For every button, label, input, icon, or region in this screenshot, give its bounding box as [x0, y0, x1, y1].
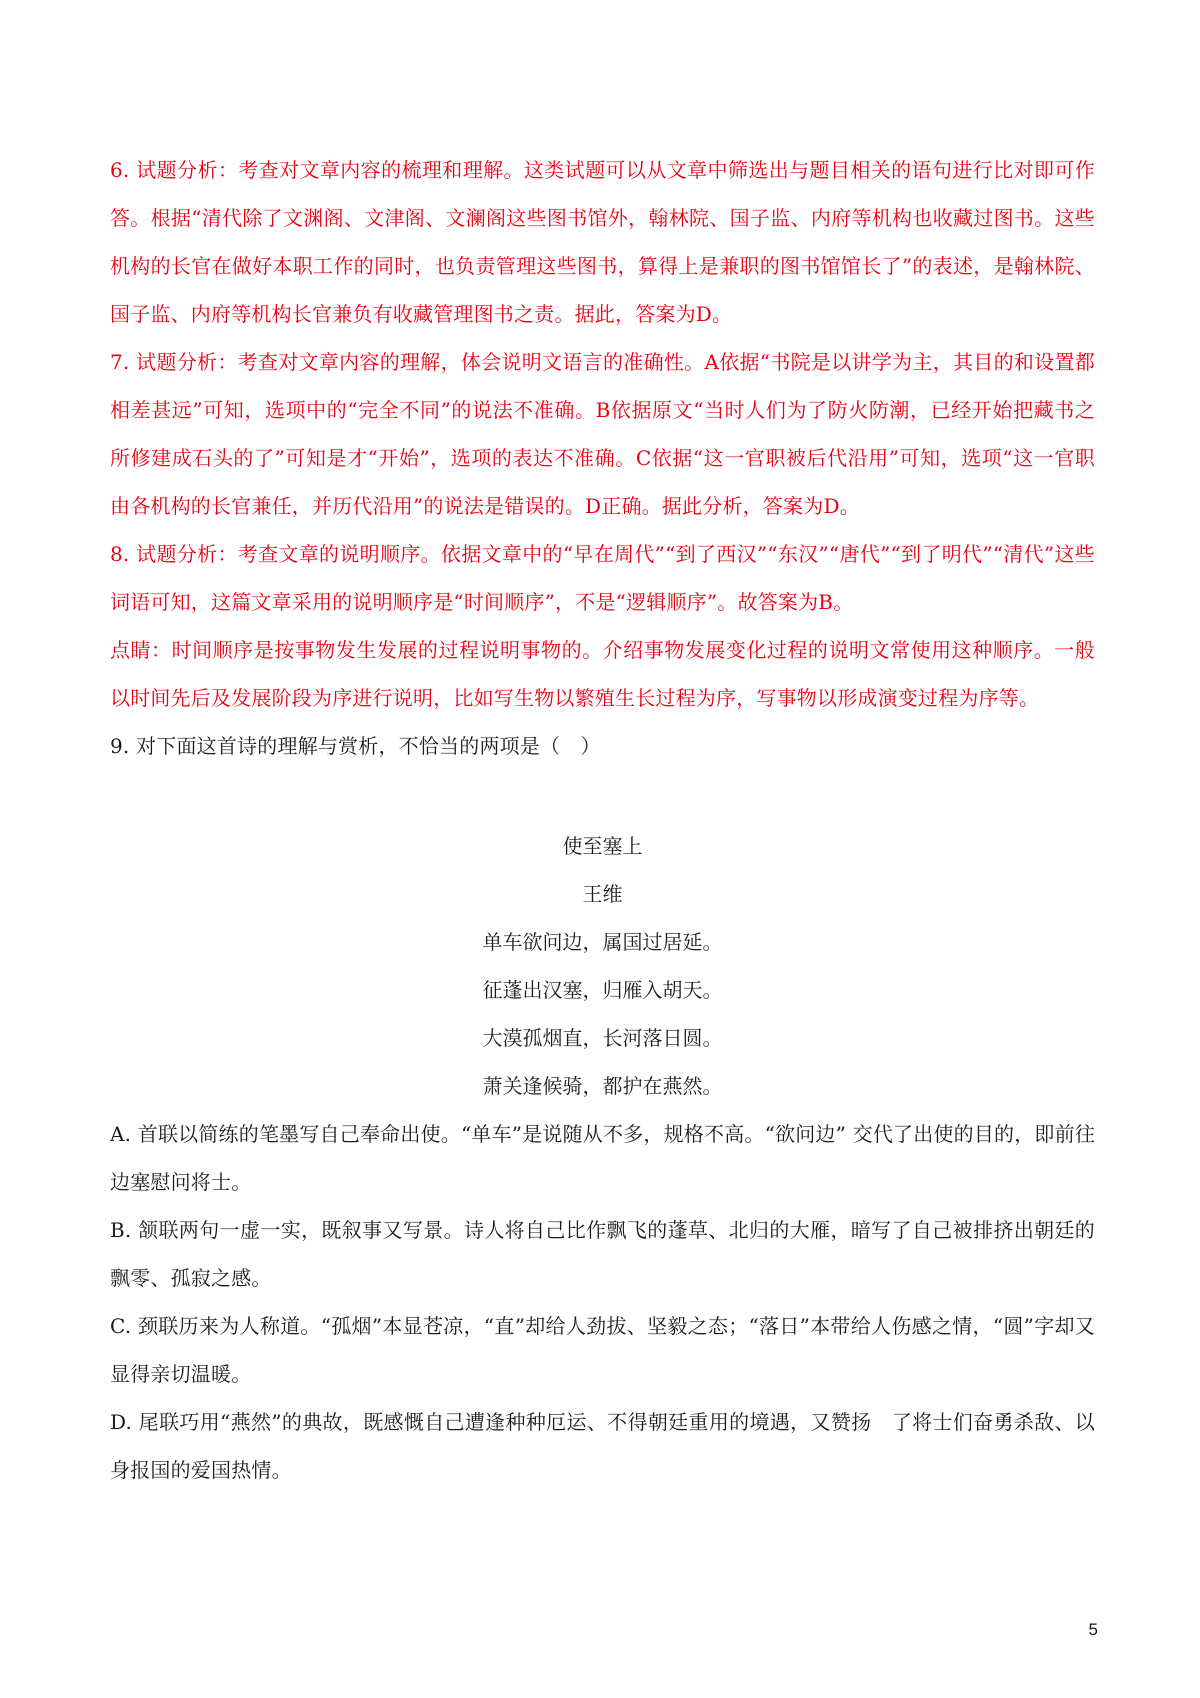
document-page [110, 146, 1095, 1494]
poem-title: 使至塞上 [562, 834, 643, 858]
option-d: D. 尾联巧用“燕然”的典故，既感慨自己遭逢种种厄运、不得朝廷重用的境遇，又赞扬 了将士们奋勇杀敌、以身报国的爱国热情。 [110, 1410, 1095, 1482]
poem-line: 单车欲问边，属国过居延。 [482, 930, 723, 954]
analysis-q8-note: 点睛：时间顺序是按事物发生发展的过程说明事物的。介绍事物发展变化过程的说明文常使用这种顺序。一般以时间先后及发展阶段为序进行说明，比如写生物以繁殖生长过程为序，写事物以形成演变过程为序等。 [110, 638, 1095, 710]
option-c: C. 颈联历来为人称道。“孤烟”本显苍凉，“直”却给人劲拔、坚毅之态；“落日”本带给人伤感之情，“圆”字却又显得亲切温暖。 [110, 1314, 1095, 1386]
poem-line: 大漠孤烟直，长河落日圆。 [482, 1026, 723, 1050]
spacer [110, 770, 1095, 822]
poem-line: 萧关逢候骑，都护在燕然。 [482, 1074, 723, 1098]
option-a: A. 首联以简练的笔墨写自己奉命出使。“单车”是说随从不多，规格不高。“欲问边” 交代了出使的目的，即前往边塞慰问将士。 [110, 1122, 1096, 1194]
question-9-stem: 9. 对下面这首诗的理解与赏析，不恰当的两项是（ ） [110, 734, 601, 758]
analysis-q6: 6. 试题分析：考查对文章内容的梳理和理解。这类试题可以从文章中筛选出与题目相关的语句进行比对即可作答。根据“清代除了文渊阁、文津阁、文澜阁这些图书馆外，翰林院、国子监、内府等机构也收藏过图书。这些机构的长官在做好本职工作的同时，也负责管理这些图书，算得上是兼职的图书馆馆长了”的表述，是翰林院、国子监、内府等机构长官兼负有收藏管理图书之责。据此，答案为D。 [110, 158, 1095, 326]
poem-line: 征蓬出汉塞，归雁入胡天。 [482, 978, 723, 1002]
option-b: B. 颔联两句一虚一实，既叙事又写景。诗人将自己比作飘飞的蓬草、北归的大雁，暗写了自己被排挤出朝廷的飘零、孤寂之感。 [110, 1218, 1095, 1290]
analysis-q8: 8. 试题分析：考查文章的说明顺序。依据文章中的“早在周代”“到了西汉”“东汉”“唐代”“到了明代”“清代”这些词语可知，这篇文章采用的说明顺序是“时间顺序”，不是“逻辑顺序”。故答案为B。 [110, 542, 1095, 614]
page-number: 5 [1088, 1620, 1098, 1639]
poem-block [110, 822, 1095, 1110]
poem-author: 王维 [582, 882, 623, 906]
analysis-q7: 7. 试题分析：考查对文章内容的理解，体会说明文语言的准确性。A依据“书院是以讲学为主，其目的和设置都相差甚远”可知，选项中的“完全不同”的说法不准确。B依据原文“当时人们为了防火防潮，已经开始把藏书之所修建成石头的了”可知是才“开始”，选项的表达不准确。C依据“这一官职被后代沿用”可知，选项“这一官职由各机构的长官兼任，并历代沿用”的说法是错误的。D正确。据此分析，答案为D。 [110, 350, 1095, 518]
